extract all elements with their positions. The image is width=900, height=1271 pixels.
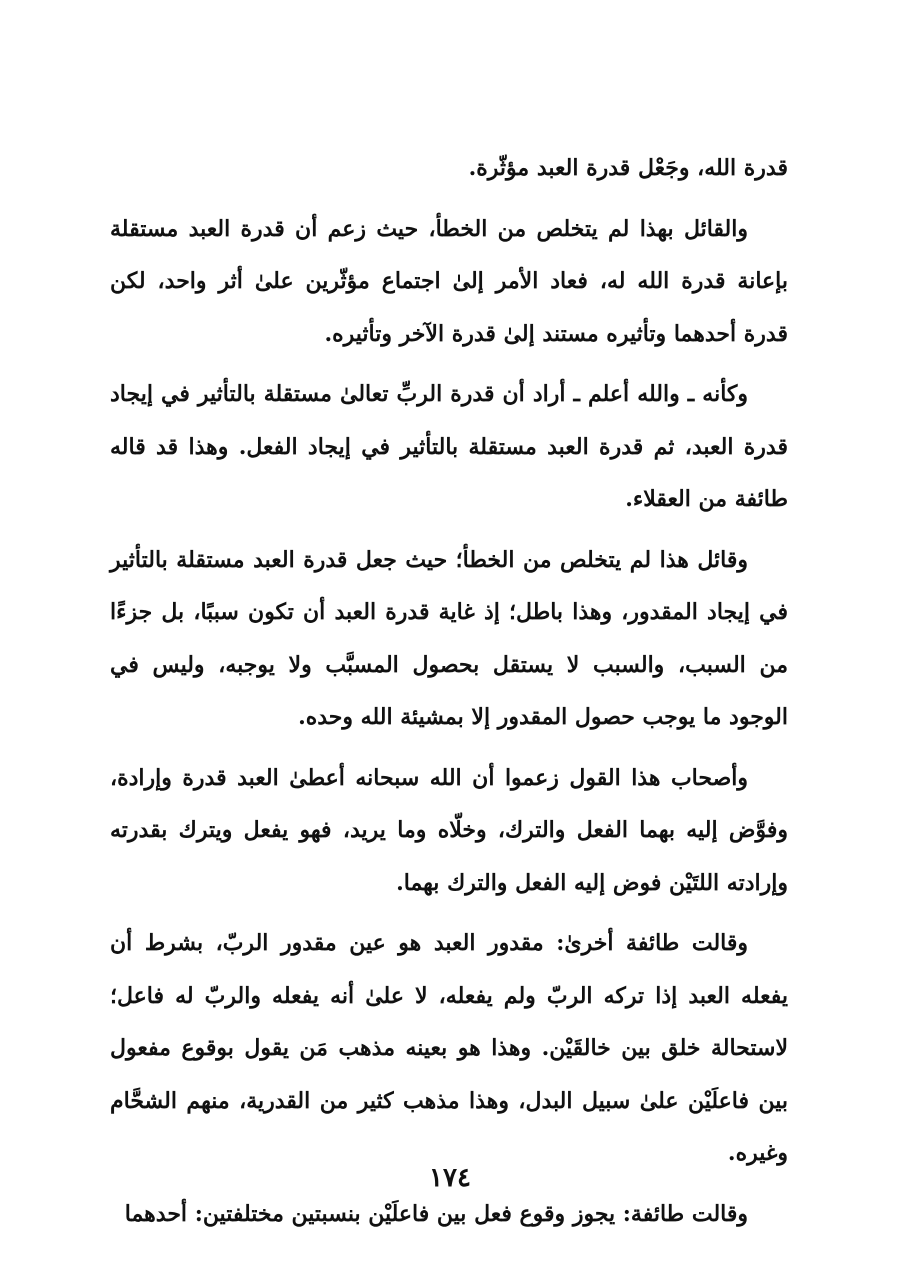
- paragraph: وقالت طائفة: يجوز وقوع فعل بين فاعلَيْن بنسبتين مختلفتين: أحدهما: [124, 1200, 748, 1227]
- paragraph: والقائل بهذا لم يتخلص من الخطأ، حيث زعم أن قدرة العبد مستقلة بإعانة قدرة الله له، فعاد الأمر إلىٰ اجتماع مؤثّرين علىٰ أثر واحد، لكن قدرة أحدهما وتأثيره مستند إلىٰ قدرة الآخر وتأثيره.: [110, 215, 788, 347]
- paragraph: وقالت طائفة أخرىٰ: مقدور العبد هو عين مقدور الربّ، بشرط أن يفعله العبد إذا تركه الربّ ولم يفعله، لا علىٰ أنه يفعله والربّ له فاعل؛ لاستحالة خلق بين خالقَيْن. وهذا هو بعينه مذهب مَن يقول بوقوع مفعول بين فاعلَيْن علىٰ سبيل البدل، وهذا مذهب كثير من القدرية، منهم الشحَّام وغيره.: [110, 930, 788, 1166]
- paragraph: وكأنه ـ والله أعلم ـ أراد أن قدرة الربِّ تعالىٰ مستقلة بالتأثير في إيجاد قدرة العبد، ثم قدرة العبد مستقلة بالتأثير في إيجاد الفعل. وهذا قد قاله طائفة من العقلاء.: [110, 381, 788, 512]
- page-number: ١٧٤: [429, 1163, 471, 1193]
- paragraph-continuation: قدرة الله، وجَعْل قدرة العبد مؤثّرة.: [468, 155, 788, 181]
- body-text: [110, 142, 788, 1248]
- paragraph: وأصحاب هذا القول زعموا أن الله سبحانه أعطىٰ العبد قدرة وإرادة، وفوَّض إليه بهما الفعل والترك، وخلّاه وما يريد، فهو يفعل ويترك بقدرته وإرادته اللتَيْن فوض إليه الفعل والترك بهما.: [110, 764, 788, 896]
- paragraph: وقائل هذا لم يتخلص من الخطأ؛ حيث جعل قدرة العبد مستقلة بالتأثير في إيجاد المقدور، وهذا باطل؛ إذ غاية قدرة العبد أن تكون سببًا، بل جزءًا من السبب، والسبب لا يستقل بحصول المسبَّب ولا يوجبه، وليس في الوجود ما يوجب حصول المقدور إلا بمشيئة الله وحده.: [110, 546, 788, 730]
